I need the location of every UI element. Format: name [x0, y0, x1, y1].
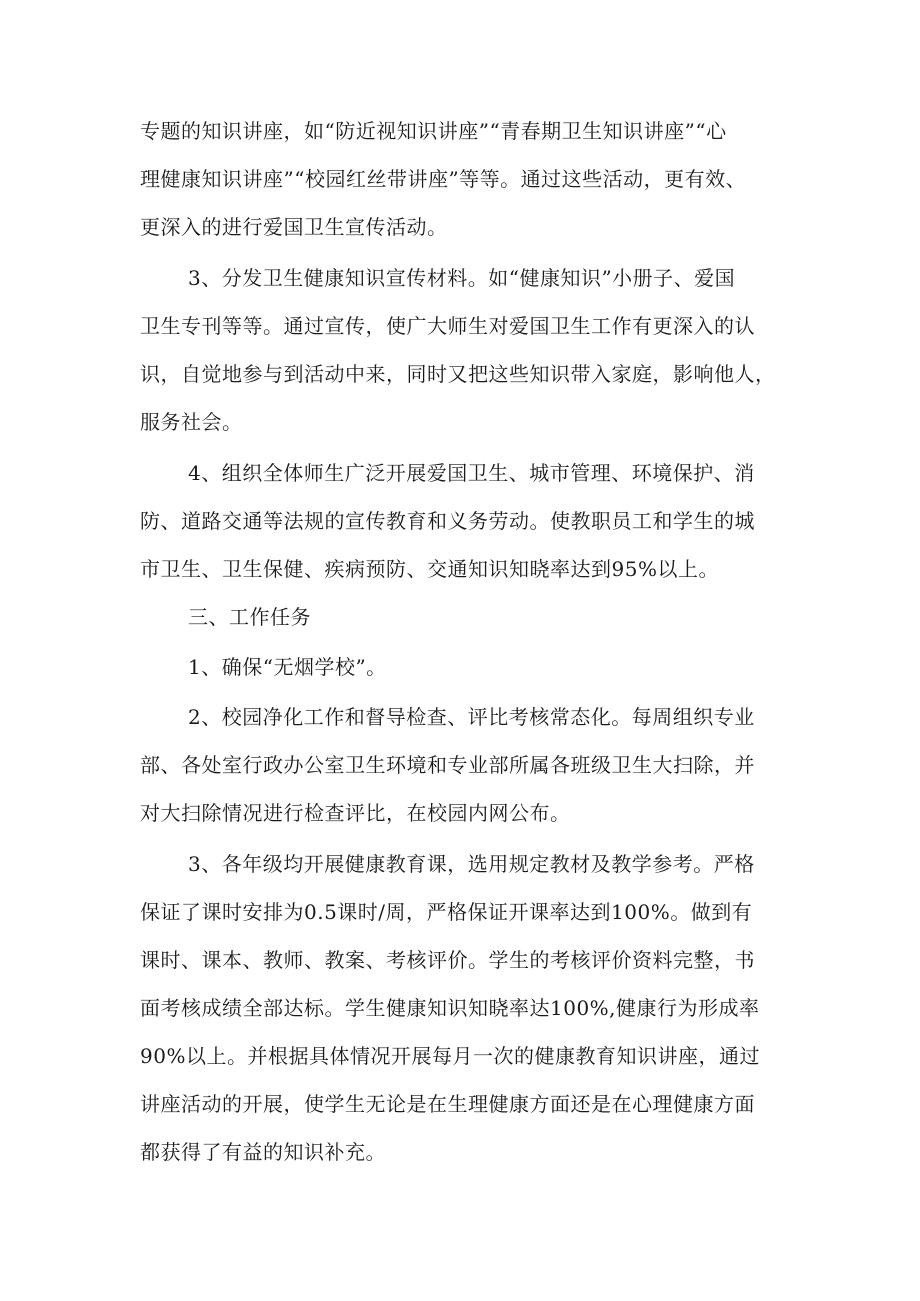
paragraph-line: 服务社会。 [140, 410, 243, 434]
paragraph-line: 专题的知识讲座，如“防近视知识讲座”“青春期卫生知识讲座”“心 [140, 119, 727, 143]
paragraph-line: 理健康知识讲座”“校园红丝带讲座”等等。通过这些活动，更有效、 [140, 167, 747, 191]
section-heading: 三、工作任务 [188, 605, 311, 629]
paragraph-line: 都获得了有益的知识补充。 [140, 1140, 386, 1164]
paragraph-line: 90%以上。并根据具体情况开展每月一次的健康教育知识讲座，通过 [140, 1044, 760, 1068]
paragraph-line: 更深入的进行爱国卫生宣传活动。 [140, 215, 448, 239]
paragraph-line: 1、确保“无烟学校”。 [188, 655, 387, 679]
paragraph-line: 识，自觉地参与到活动中来，同时又把这些知识带入家庭，影响他人， [140, 362, 776, 386]
paragraph-line: 卫生专刊等等。通过宣传，使广大师生对爱国卫生工作有更深入的认 [140, 314, 755, 338]
paragraph-line: 保证了课时安排为0.5课时/周，严格保证开课率达到100%。做到有 [140, 900, 753, 924]
paragraph-line: 3、分发卫生健康知识宣传材料。如“健康知识”小册子、爱国 [188, 266, 736, 290]
paragraph-line: 2、校园净化工作和督导检查、评比考核常态化。每周组织专业 [188, 705, 755, 729]
paragraph-line: 3、各年级均开展健康教育课，选用规定教材及教学参考。严格 [188, 852, 755, 876]
paragraph-line: 面考核成绩全部达标。学生健康知识知晓率达100%,健康行为形成率 [140, 996, 760, 1020]
paragraph-line: 4、组织全体师生广泛开展爱国卫生、城市管理、环境保护、消 [188, 461, 755, 485]
paragraph-line: 部、各处室行政办公室卫生环境和专业部所属各班级卫生大扫除，并 [140, 753, 755, 777]
paragraph-line: 课时、课本、教师、教案、考核评价。学生的考核评价资料完整，书 [140, 948, 755, 972]
paragraph-line: 对大扫除情况进行检查评比，在校园内网公布。 [140, 801, 571, 825]
paragraph-line: 讲座活动的开展，使学生无论是在生理健康方面还是在心理健康方面 [140, 1092, 755, 1116]
paragraph-line: 防、道路交通等法规的宣传教育和义务劳动。使教职员工和学生的城 [140, 509, 755, 533]
paragraph-line: 市卫生、卫生保健、疾病预防、交通知识知晓率达到95%以上。 [140, 557, 719, 581]
